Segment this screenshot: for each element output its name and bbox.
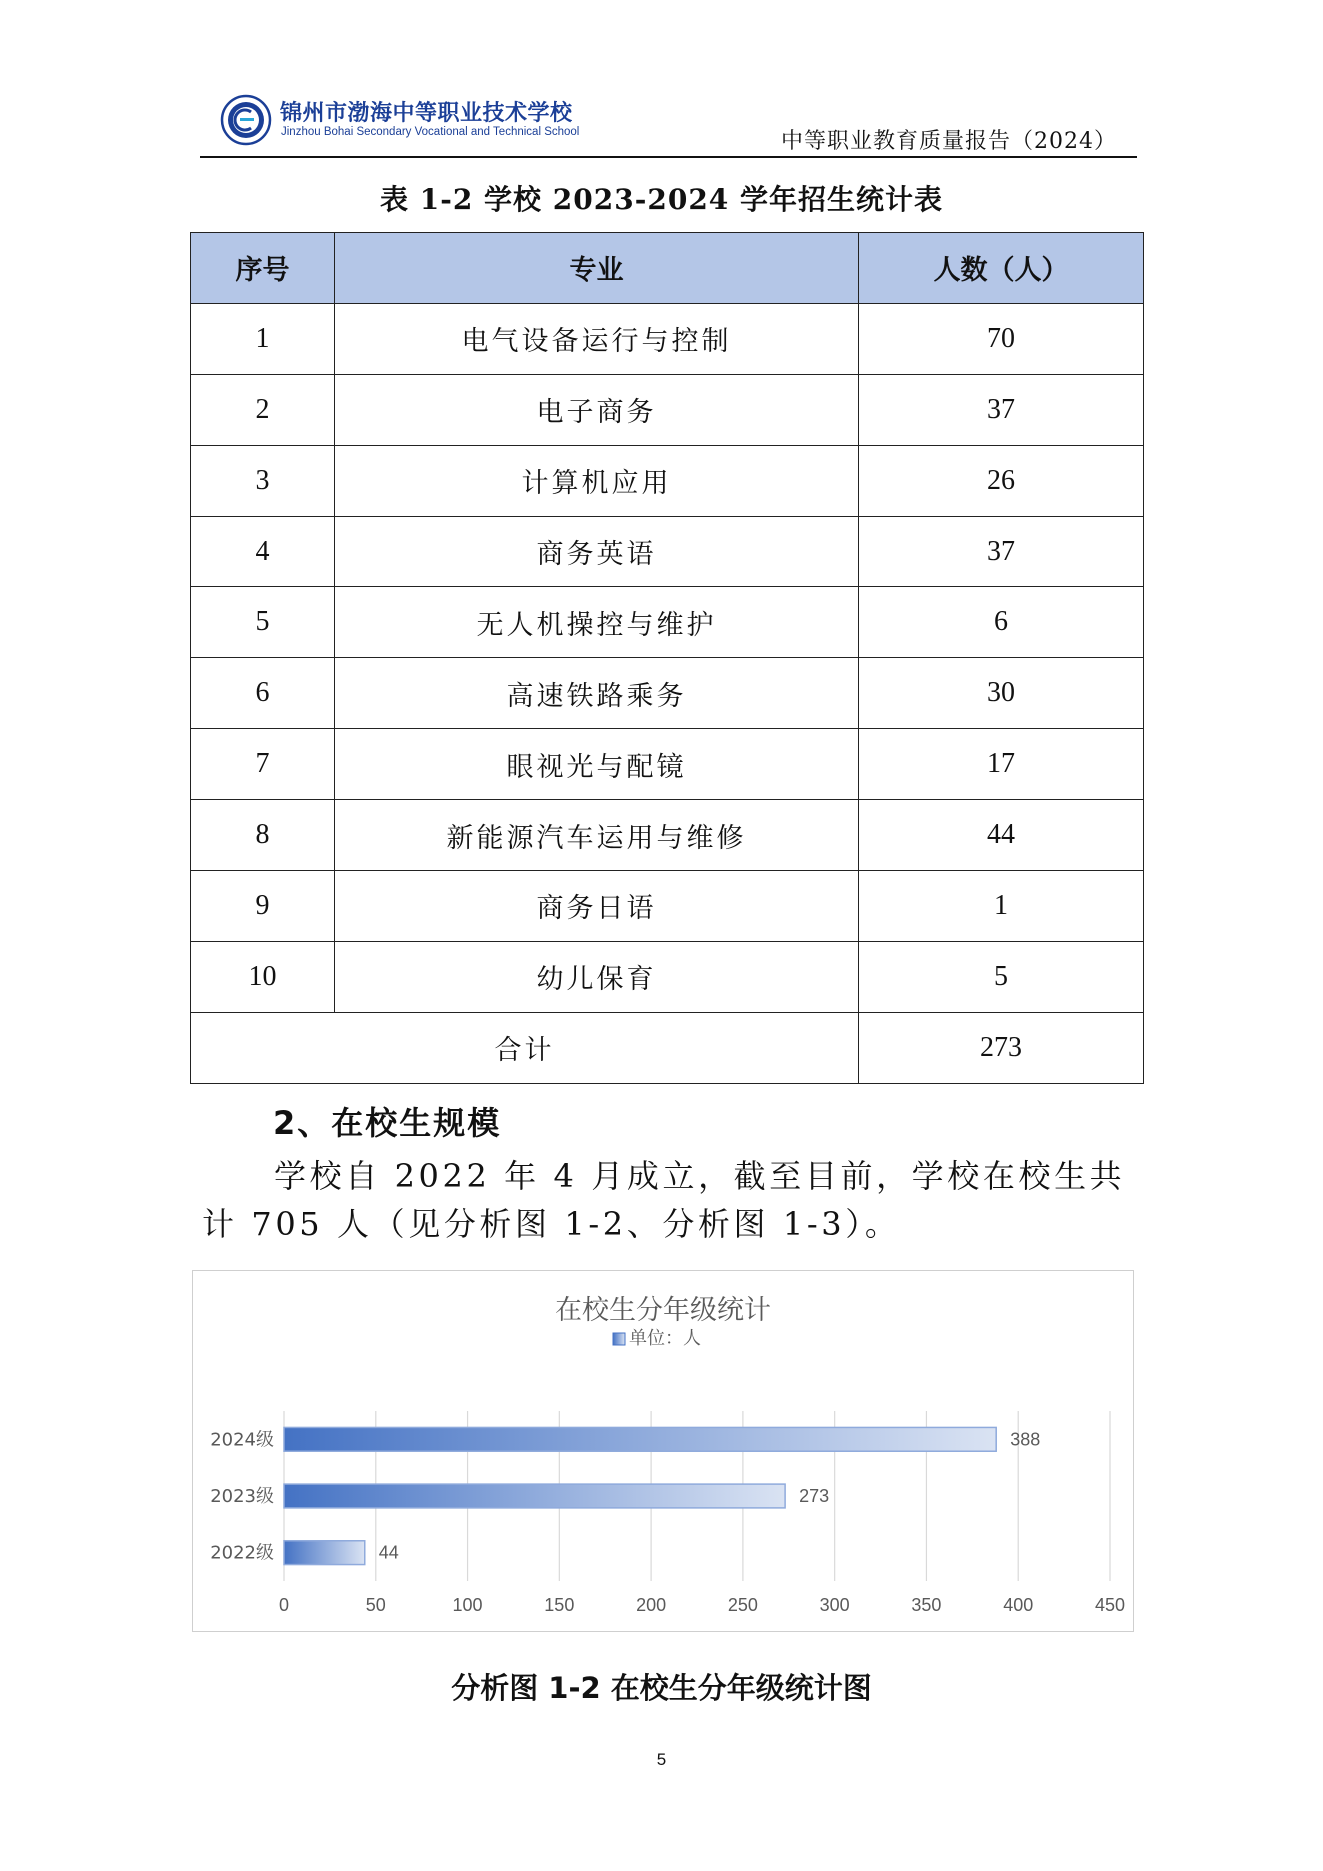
cell-count: 1 xyxy=(859,871,1144,942)
cell-major: 电子商务 xyxy=(335,374,859,445)
cell-major: 新能源汽车运用与维修 xyxy=(335,800,859,871)
total-value: 273 xyxy=(859,1012,1144,1083)
table-total-row xyxy=(191,1012,1144,1083)
data-label: 273 xyxy=(799,1486,830,1506)
cell-no: 3 xyxy=(191,445,335,516)
x-tick-label: 400 xyxy=(1003,1595,1034,1615)
cell-no: 5 xyxy=(191,587,335,658)
legend-swatch xyxy=(613,1333,625,1345)
page-number: 5 xyxy=(656,1750,667,1769)
cell-count: 44 xyxy=(859,800,1144,871)
section-heading: 2、在校生规模 xyxy=(273,1104,502,1142)
cell-major: 幼儿保育 xyxy=(335,941,859,1012)
x-tick-label: 50 xyxy=(365,1595,386,1615)
cell-no: 7 xyxy=(191,729,335,800)
school-name-en: Jinzhou Bohai Secondary Vocational and Technical School xyxy=(281,126,580,138)
x-tick-label: 450 xyxy=(1094,1595,1126,1615)
cell-count: 5 xyxy=(859,941,1144,1012)
cell-no: 10 xyxy=(191,941,335,1012)
cell-no: 9 xyxy=(191,871,335,942)
chart-caption: 分析图 1-2 在校生分年级统计图 xyxy=(451,1671,872,1705)
report-title: 中等职业教育质量报告（2024） xyxy=(781,129,1117,154)
bar xyxy=(284,1484,785,1508)
table-row xyxy=(191,800,1144,871)
table-row xyxy=(191,658,1144,729)
cell-no: 8 xyxy=(191,800,335,871)
data-label: 388 xyxy=(1010,1429,1041,1450)
cell-no: 2 xyxy=(191,374,335,445)
cell-major: 眼视光与配镜 xyxy=(335,729,859,800)
chart-labels xyxy=(210,1429,1125,1615)
cell-count: 30 xyxy=(859,658,1144,729)
enrollment-table xyxy=(190,232,1144,1084)
cell-count: 17 xyxy=(859,729,1144,800)
data-label: 44 xyxy=(378,1542,399,1563)
bar xyxy=(284,1541,365,1565)
table-caption: 表 1-2 学校 2023-2024 学年招生统计表 xyxy=(379,183,944,216)
table-row xyxy=(191,941,1144,1012)
school-logo-icon xyxy=(220,94,272,146)
cell-count: 26 xyxy=(859,445,1144,516)
x-tick-label: 200 xyxy=(636,1595,667,1615)
table-row xyxy=(191,587,1144,658)
header-count: 人数（人） xyxy=(859,233,1144,304)
cell-major: 高速铁路乘务 xyxy=(335,658,859,729)
x-tick-label: 150 xyxy=(544,1595,575,1615)
grade-bar-chart xyxy=(193,1271,1133,1631)
table-row xyxy=(191,303,1144,374)
cell-count: 6 xyxy=(859,587,1144,658)
table-row xyxy=(191,729,1144,800)
x-tick-label: 250 xyxy=(727,1595,758,1615)
cell-major: 商务英语 xyxy=(335,516,859,587)
cell-no: 4 xyxy=(191,516,335,587)
legend-label: 单位：人 xyxy=(629,1328,701,1349)
table-row xyxy=(191,871,1144,942)
cell-no: 6 xyxy=(191,658,335,729)
bar xyxy=(284,1427,996,1451)
cell-major: 计算机应用 xyxy=(335,445,859,516)
cell-count: 37 xyxy=(859,374,1144,445)
school-name-cn: 锦州市渤海中等职业技术学校 xyxy=(280,101,573,126)
x-tick-label: 0 xyxy=(278,1595,290,1615)
table-row xyxy=(191,445,1144,516)
header-no: 序号 xyxy=(191,233,335,304)
category-label: 2022级 xyxy=(210,1542,274,1564)
cell-count: 37 xyxy=(859,516,1144,587)
table-body xyxy=(191,303,1144,1083)
cell-count: 70 xyxy=(859,303,1144,374)
x-tick-label: 100 xyxy=(452,1595,483,1615)
total-label: 合计 xyxy=(191,1012,859,1083)
header-divider xyxy=(200,156,1137,158)
x-tick-label: 300 xyxy=(819,1595,850,1615)
cell-major: 商务日语 xyxy=(335,871,859,942)
cell-no: 1 xyxy=(191,303,335,374)
header-major: 专业 xyxy=(335,233,859,304)
table-row xyxy=(191,516,1144,587)
x-tick-label: 350 xyxy=(911,1595,942,1615)
cell-major: 电气设备运行与控制 xyxy=(335,303,859,374)
chart-title: 在校生分年级统计 xyxy=(555,1295,771,1326)
category-label: 2023级 xyxy=(210,1486,274,1507)
cell-major: 无人机操控与维护 xyxy=(335,587,859,658)
page-header xyxy=(200,88,1137,158)
table-row xyxy=(191,374,1144,445)
category-label: 2024级 xyxy=(210,1429,274,1451)
table-header-row xyxy=(191,233,1144,304)
chart-container xyxy=(192,1270,1134,1632)
section-paragraph: 学校自 2022 年 4 月成立，截至目前，学校在校生共计 705 人（见分析图 1-2、分析图 1-3）。 xyxy=(202,1157,1126,1243)
